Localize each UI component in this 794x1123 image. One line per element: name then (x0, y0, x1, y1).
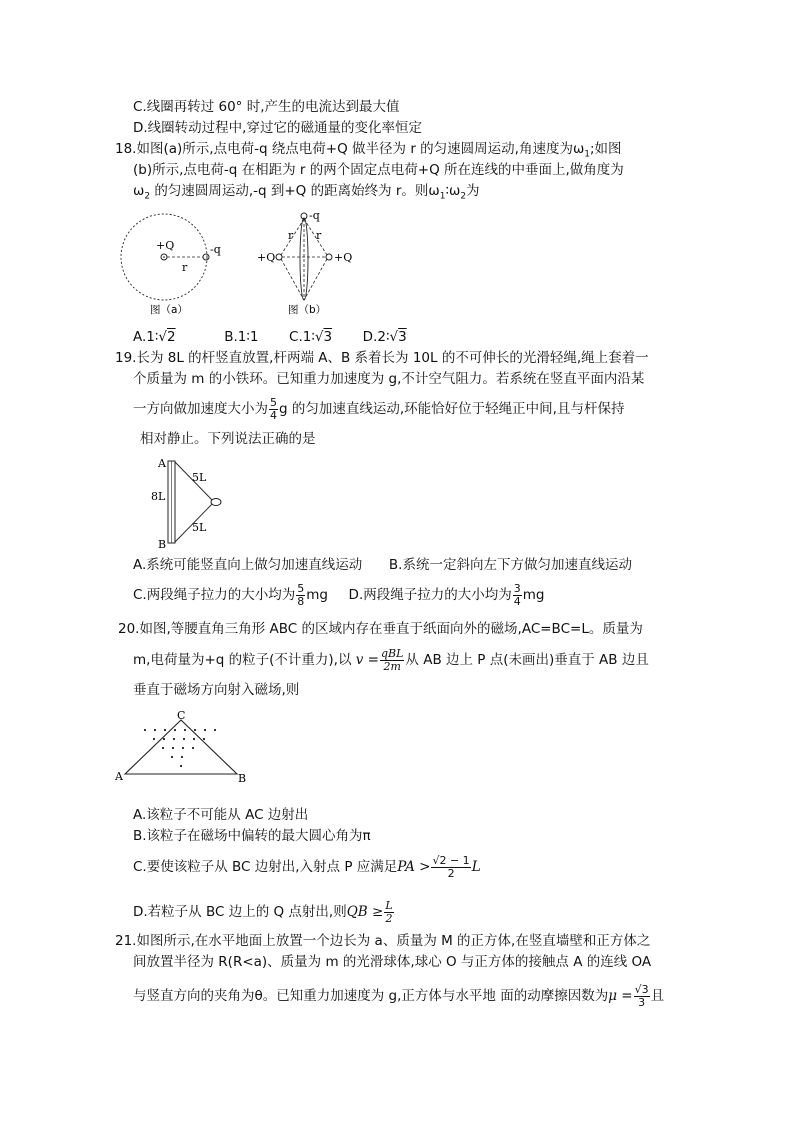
q17-option-c: C.线圈再转过 60° 时,产生的电流达到最大值 (133, 99, 400, 115)
q17-option-d: D.线圈转动过程中,穿过它的磁通量的变化率恒定 (133, 120, 422, 136)
q19-option-a: A.系统可能竖直向上做匀加速直线运动 (133, 557, 363, 573)
q18-option-d: D.2∶√3 (362, 329, 407, 345)
field-dot (192, 747, 194, 749)
q20-option-c: C.要使该粒子从 BC 边射出,入射点 P 应满足PA > $\frac{√2 - 1}{2}$ L (133, 853, 481, 880)
label-plus-Q-left: +Q (257, 251, 276, 264)
caption-b: 图（b） (288, 304, 327, 316)
label-8L: 8L (151, 490, 166, 503)
q20-option-b: B.该粒子在磁场中偏转的最大圆心角为π (133, 828, 371, 844)
q18-figures (118, 205, 368, 325)
q19-option-d: D.两段绳子拉力的大小均为 $\frac{3}{4}$ mg (348, 581, 545, 608)
label-plus-Q: +Q (156, 239, 175, 252)
label-5L-top: 5L (192, 471, 207, 484)
label-r-right: r (316, 229, 322, 242)
q19-options-cd (133, 581, 544, 609)
q18-stem-line2: (b)所示,点电荷-q 在相距为 r 的两个固定点电荷+Q 所在连线的中垂面上,做角度为 (133, 162, 624, 178)
q19-option-b: B.系统一定斜向左下方做匀加速直线运动 (388, 557, 632, 573)
label-plus-Q-right: +Q (334, 251, 353, 264)
field-dot (171, 756, 173, 758)
q18-stem-line3: $\omega_2$ 的匀速圆周运动,-q 到+Q 的距离始终为 r。则$\omega_1∶\omega_2$为 (133, 183, 480, 202)
iron-ring (211, 499, 221, 506)
caption-a: 图（a） (150, 304, 188, 316)
q20-option-a: A.该粒子不可能从 AC 边射出 (133, 807, 309, 823)
field-dot (144, 729, 146, 731)
label-minus-q-b: -q (309, 209, 320, 222)
q18-option-b: B.1∶1 (224, 329, 259, 345)
q20-stem-line1: 20.如图,等腰直角三角形 ABC 的区域内存在垂直于纸面向外的磁场,AC=BC=L。质量为 (118, 621, 643, 637)
label-A: A (158, 457, 166, 470)
label-B: B (158, 538, 167, 550)
field-dot (154, 729, 156, 731)
field-dot (173, 738, 175, 740)
label-B: B (238, 772, 247, 785)
q18-options (133, 328, 407, 346)
q21-stem-line2: 间放置半径为 R(R<a)、质量为 m 的光滑球体,球心 O 与正方体的接触点 A 的连线 OA (133, 954, 652, 970)
fraction-5-4: $\frac{5}{4}$ (270, 395, 277, 422)
field-dot (174, 729, 176, 731)
q20-option-d: D.若粒子从 BC 边上的 Q 点射出,则QB ≥ $\frac{L}{2}$ (133, 898, 393, 925)
q21-stem-line3: 与竖直方向的夹角为θ。已知重力加速度为 g,正方体与水平地 面的动摩擦因数为μ = $\frac{√3}{3}$ 且 (133, 982, 665, 1009)
field-dot (162, 747, 164, 749)
field-dot (204, 729, 206, 731)
field-dot (214, 729, 216, 731)
q20-stem-line2: m,电荷量为+q 的粒子(不计重力),以 v = $\frac{\text{qBL}}{2m}$ 从 AB 边上 P 点(未画出)垂直于 AB 边且 (133, 646, 649, 673)
field-dot (153, 738, 155, 740)
q19-option-c: C.两段绳子拉力的大小均为 $\frac{5}{8}$ mg (133, 581, 328, 608)
q18-option-c: C.1∶√3 (289, 329, 333, 345)
q19-stem-line1: 19.长为 8L 的杆竖直放置,杆两端 A、B 系着长为 10L 的不可伸长的光滑轻绳,绳上套着一 (115, 350, 649, 366)
q19-options-ab (133, 556, 632, 574)
q18-stem-line1: 18.如图(a)所示,点电荷-q 绕点电荷+Q 做半径为 r 的匀速圆周运动,角速度为$\omega_1$;如图 (115, 141, 622, 160)
field-dot (184, 729, 186, 731)
q18-figure-a (121, 214, 221, 316)
q19-stem-line3: 一方向做加速度大小为 $\frac{5}{4}$ g 的匀加速直线运动,环能恰好位于轻绳正中间,且与杆保持 (133, 395, 625, 422)
field-dot (180, 765, 182, 767)
label-r-left: r (288, 229, 294, 242)
field-dot (181, 756, 183, 758)
label-5L-bottom: 5L (192, 521, 207, 534)
q19-stem-line4: 相对静止。下列说法正确的是 (140, 431, 316, 447)
q18-option-a: A.1∶√2 (133, 329, 176, 345)
field-dot (193, 738, 195, 740)
field-dot (182, 747, 184, 749)
q21-stem-line1: 21.如图所示,在水平地面上放置一个边长为 a、质量为 M 的正方体,在竖直墙壁和正方体之 (115, 933, 651, 949)
q20-stem-line3: 垂直于磁场方向射入磁场,则 (133, 682, 300, 698)
label-minus-q: -q (210, 243, 221, 256)
label-r: r (182, 261, 188, 274)
field-dot (194, 729, 196, 731)
q20-figure (115, 710, 250, 785)
q19-stem-line2: 个质量为 m 的小铁环。已知重力加速度为 g,不计空气阻力。若系统在竖直平面内沿某 (133, 371, 645, 387)
q18-figure-b (257, 209, 352, 316)
q19-figure (150, 455, 230, 550)
field-dot (203, 738, 205, 740)
field-dot (164, 729, 166, 731)
field-dot (163, 738, 165, 740)
field-dot (172, 747, 174, 749)
label-C: C (177, 710, 186, 722)
field-dot (183, 738, 185, 740)
label-A: A (115, 770, 123, 783)
charge-minus-q (203, 254, 209, 260)
